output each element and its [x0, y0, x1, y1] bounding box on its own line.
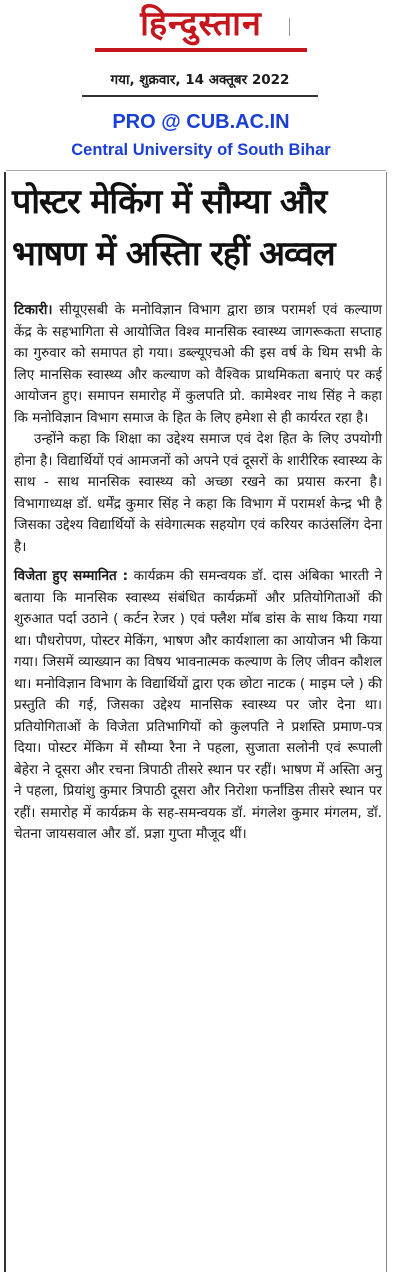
article-headline [12, 176, 384, 280]
article-left-border [4, 172, 6, 1272]
article-place: टिकारी। [14, 302, 53, 318]
headline-line-2: भाषण में अस्तिा रहीं अव्वल [12, 234, 335, 274]
university-credit-line: Central University of South Bihar [71, 141, 331, 159]
article-paragraph-2 [14, 429, 382, 558]
paragraph-spacer [14, 558, 382, 566]
paragraph-2-text: उन्होंने कहा कि शिक्षा का उद्देश्य समाज एवं देश हित के लिए उपयोगी होना है। विद्यार्थियों एवं आमजनों को अपने एवं दूसरों के शारीरिक स्वास्थ्य के साथ - साथ मानसिक स्वास्थ्य को अच्छा रखने का प्रयास करना है। विभागाध्यक्ष डॉ. धर्मेंद्र कुमार सिंह ने कहा कि विभाग में परामर्श केन्द्र भी है जिसका उद्देश्य विद्यार्थियों के संवेगात्मक सहयोग एवं करियर काउंसलिंग देना है। [14, 431, 382, 555]
newspaper-logo: हिन्दुस्तान [140, 4, 262, 44]
logo-tick-mark [289, 18, 290, 36]
headline-line-1: पोस्टर मेकिंग में सौम्या और [12, 182, 327, 222]
pro-credit-line: PRO @ CUB.AC.IN [112, 111, 290, 133]
article-top-rule [6, 170, 386, 171]
article-subhead: विजेता हुए सम्मानित : [14, 568, 129, 584]
dateline-underline [82, 95, 318, 97]
paragraph-3-text: कार्यक्रम की समन्वयक डॉ. दास अंबिका भारती ने बताया कि मानसिक स्वास्थ्य संबंधित कार्यक्रमों और प्रतियोगिताओं की शुरुआत पर्दा उठाने ( कर्टन रेजर ) एवं फ्लैश मॉब डांस के साथ किया गया था। पौधरोपण, पोस्टर मेकिंग, भाषण और कार्यशाला का आयोजन भी किया गया। जिसमें व्याख्यान का विषय भावनात्मक कल्याण के लिए जीवन कौशल था। मनोविज्ञान विभाग के विद्यार्थियों द्वारा एक छोटा नाटक ( माइम प्ले ) की प्रस्तुति की गई, जिसका उद्देश्य मानसिक स्वास्थ्य पर जोर देना था। प्रतियोगिताओं के विजेता प्रतिभागियों को कुलपति ने प्रशस्ति प्रमाण-पत्र दिया। पोस्टर मेंकिग में सौम्या रैना ने पहला, सुजाता सलोनी एवं रूपाली बेहेरा ने दूसरा और रचना त्रिपाठी तीसरे स्थान पर रहीं। भाषण में अस्तिा अनु ने पहला, प्रियांशु कुमार त्रिपाठी दूसरा और निरोशा फर्नांडिस तीसरे स्थान पर रहीं। समारोह में कार्यक्रम के सह-समन्वयक डॉ. मंगलेश कुमार मंगलम, डॉ. चेतना जायसवाल और डॉ. प्रज्ञा गुप्ता मौजूद थीं। [14, 568, 382, 842]
article-paragraph-1 [14, 300, 382, 429]
edition-dateline: गया, शुक्रवार, 14 अक्तूबर 2022 [110, 72, 290, 88]
article-right-border [386, 172, 387, 1272]
newspaper-masthead [0, 0, 402, 108]
logo-underline [95, 48, 307, 52]
paragraph-1-text: सीयूएसबी के मनोविज्ञान विभाग द्वारा छात्र परामर्श एवं कल्याण केंद्र के सहभागिता से आयोजित विश्व मानसिक स्वास्थ्य जागरूकता सप्ताह का गुरुवार को समापत हो गया। डब्ल्यूएचओ की इस वर्ष के थिम सभी के लिए मानसिक स्वास्थ्य और कल्याण को वैश्विक प्राथमिकता बनाएं पर कई आयोजन हुए। समापन समारोह में कुलपति प्रो. कामेश्वर नाथ सिंह ने कहा कि मनोविज्ञान विभाग समाज के हित के लिए हमेशा से ही कार्यरत रहा है। [14, 302, 382, 426]
article-body [14, 300, 382, 846]
article-paragraph-3 [14, 566, 382, 846]
